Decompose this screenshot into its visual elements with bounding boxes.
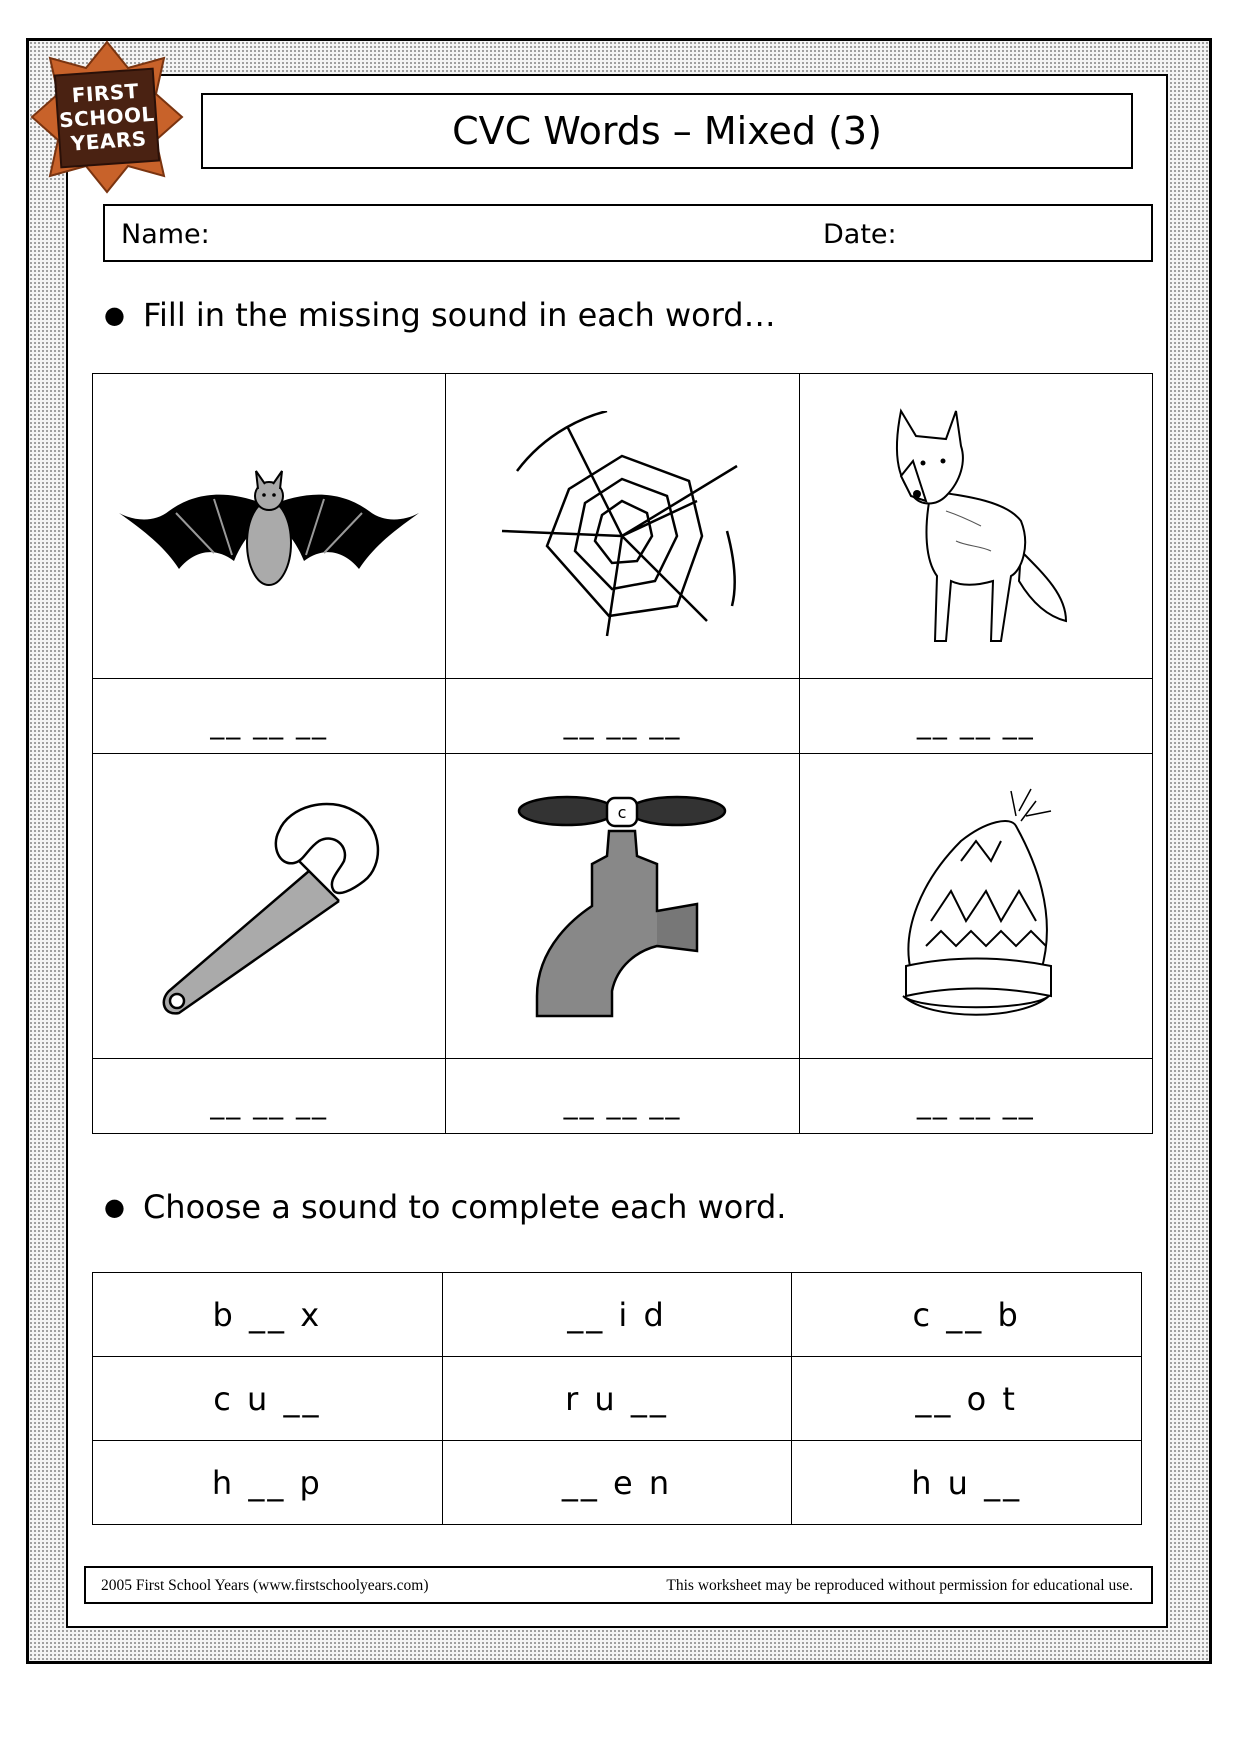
word-grid xyxy=(92,1272,1142,1525)
picture-cell xyxy=(93,374,446,679)
web-icon xyxy=(497,411,747,641)
fox-icon xyxy=(871,401,1081,651)
answer-blank: __ __ __ xyxy=(563,706,682,740)
logo-line-2: SCHOOL xyxy=(58,101,156,133)
word-cell[interactable]: c __ b xyxy=(792,1273,1142,1357)
instruction-1-text: Fill in the missing sound in each word… xyxy=(142,296,776,334)
bullet-icon: ● xyxy=(104,301,125,329)
word-cell[interactable]: h __ p xyxy=(93,1441,443,1525)
footer-permission: This worksheet may be reproduced without permission for educational use. xyxy=(666,1577,1133,1594)
picture-cell xyxy=(446,754,799,1059)
instruction-2-text: Choose a sound to complete each word. xyxy=(142,1188,787,1226)
word-cell[interactable]: __ i d xyxy=(442,1273,792,1357)
word-cell[interactable]: __ o t xyxy=(792,1357,1142,1441)
answer-blank: __ __ __ xyxy=(210,1086,329,1120)
answer-cell[interactable] xyxy=(446,679,799,754)
word-cell[interactable]: b __ x xyxy=(93,1273,443,1357)
answer-cell[interactable] xyxy=(799,679,1152,754)
bat-icon xyxy=(114,451,424,601)
picture-cell xyxy=(799,754,1152,1059)
word-cell[interactable]: __ e n xyxy=(442,1441,792,1525)
logo-line-3: YEARS xyxy=(69,126,148,156)
answer-blank: __ __ __ xyxy=(563,1086,682,1120)
logo-line-1: FIRST xyxy=(71,78,140,108)
name-field-label: Name: xyxy=(121,219,210,250)
answer-cell[interactable] xyxy=(93,1059,446,1134)
answer-cell[interactable] xyxy=(446,1059,799,1134)
footer-copyright: 2005 First School Years (www.firstschoolyears.com) xyxy=(101,1577,429,1594)
picture-cell xyxy=(799,374,1152,679)
first-school-years-logo xyxy=(28,38,186,196)
name-date-box xyxy=(103,204,1153,262)
svg-text:c: c xyxy=(618,803,627,822)
instruction-2 xyxy=(104,1188,786,1226)
bullet-icon: ● xyxy=(104,1193,125,1221)
picture-grid xyxy=(92,373,1153,1134)
answer-blank: __ __ __ xyxy=(916,706,1035,740)
word-cell[interactable]: h u __ xyxy=(792,1441,1142,1525)
answer-cell[interactable] xyxy=(799,1059,1152,1134)
pin-icon xyxy=(139,791,399,1021)
answer-cell[interactable] xyxy=(93,679,446,754)
word-cell[interactable]: r u __ xyxy=(442,1357,792,1441)
page-title: CVC Words – Mixed (3) xyxy=(201,93,1133,169)
footer xyxy=(84,1566,1153,1604)
answer-blank: __ __ __ xyxy=(210,706,329,740)
answer-blank: __ __ __ xyxy=(916,1086,1035,1120)
picture-cell xyxy=(93,754,446,1059)
hat-icon xyxy=(891,781,1061,1031)
word-cell[interactable]: c u __ xyxy=(93,1357,443,1441)
tap-icon xyxy=(517,786,727,1026)
instruction-1 xyxy=(104,296,776,334)
picture-cell xyxy=(446,374,799,679)
date-field-label: Date: xyxy=(823,219,897,250)
